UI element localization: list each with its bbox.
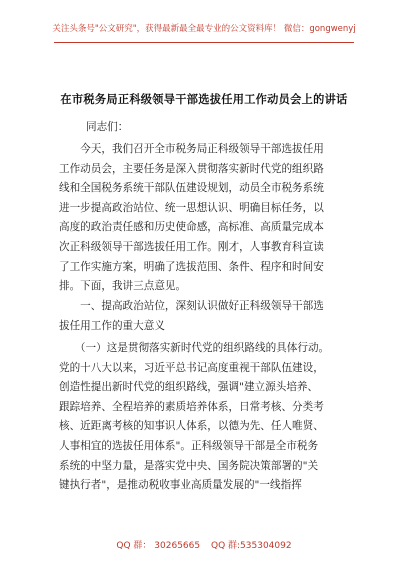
heading-line: 一、提高政治站位，深刻认识做好正科级领导干部选 bbox=[59, 300, 324, 312]
paragraph-line: 键执行者"，是推动税收事业高质量发展的"一线指挥 bbox=[59, 479, 302, 492]
footer-qq-group-2: QQ 群:535304092 bbox=[210, 541, 292, 551]
footer bbox=[0, 538, 408, 551]
header-divider bbox=[54, 42, 354, 43]
salutation: 同志们： bbox=[86, 121, 129, 133]
paragraph-line: 工作动员会，主要任务是深入贯彻落实新时代党的组织路 bbox=[59, 162, 324, 175]
header-banner: 关注头条号"公文研究"，获得最新最全最专业的公文资料库！ 微信：gongwenyj bbox=[52, 24, 356, 34]
document-title: 在市税务局正科级领导干部选拔任用工作动员会上的讲话 bbox=[60, 92, 348, 106]
paragraph-1 bbox=[59, 140, 359, 297]
paragraph-line: 跟踪培养、全程培养的素质培养体系，日常考核、分类考 bbox=[59, 400, 324, 413]
footer-qq-group-1: QQ 群： 30265665 bbox=[116, 541, 201, 551]
paragraph-line: 人事相宜的选拔任用体系"。正科级领导干部是全市税务 bbox=[59, 439, 319, 452]
paragraph-line: 了工作实施方案，明确了选拔范围、条件、程序和时间安 bbox=[59, 260, 324, 273]
paragraph-line: 创造性提出新时代党的组织路线，强调"建立源头培养、 bbox=[59, 381, 319, 394]
paragraph-line: 次正科级领导干部选拔任用工作。刚才，人事教育科宣读 bbox=[59, 240, 324, 253]
paragraph-line: 今天，我们召开全市税务局正科级领导干部选拔任用 bbox=[59, 143, 324, 155]
paragraph-line: 党的十八大以来，习近平总书记高度重视干部队伍建设， bbox=[59, 361, 324, 374]
paragraph-line: （一）这是贯彻落实新时代党的组织路线的具体行动。 bbox=[59, 342, 330, 354]
paragraph-2 bbox=[59, 339, 359, 496]
paragraph-line: 核、近距离考核的知事识人体系，以德为先、任人唯贤、 bbox=[59, 420, 324, 433]
paragraph-line: 排。下面，我讲三点意见。 bbox=[59, 280, 187, 293]
section-1-heading bbox=[59, 297, 359, 336]
paragraph-line: 系统的中坚力量，是落实党中央、国务院决策部署的"关 bbox=[59, 459, 319, 472]
paragraph-line: 进一步提高政治站位、统一思想认识、明确目标任务，以 bbox=[59, 201, 324, 214]
paragraph-line: 高度的政治责任感和历史使命感，高标准、高质量完成本 bbox=[59, 221, 324, 234]
heading-line: 拔任用工作的重大意义 bbox=[59, 319, 165, 332]
paragraph-line: 线和全国税务系统干部队伍建设规划，动员全市税务系统 bbox=[59, 182, 324, 195]
